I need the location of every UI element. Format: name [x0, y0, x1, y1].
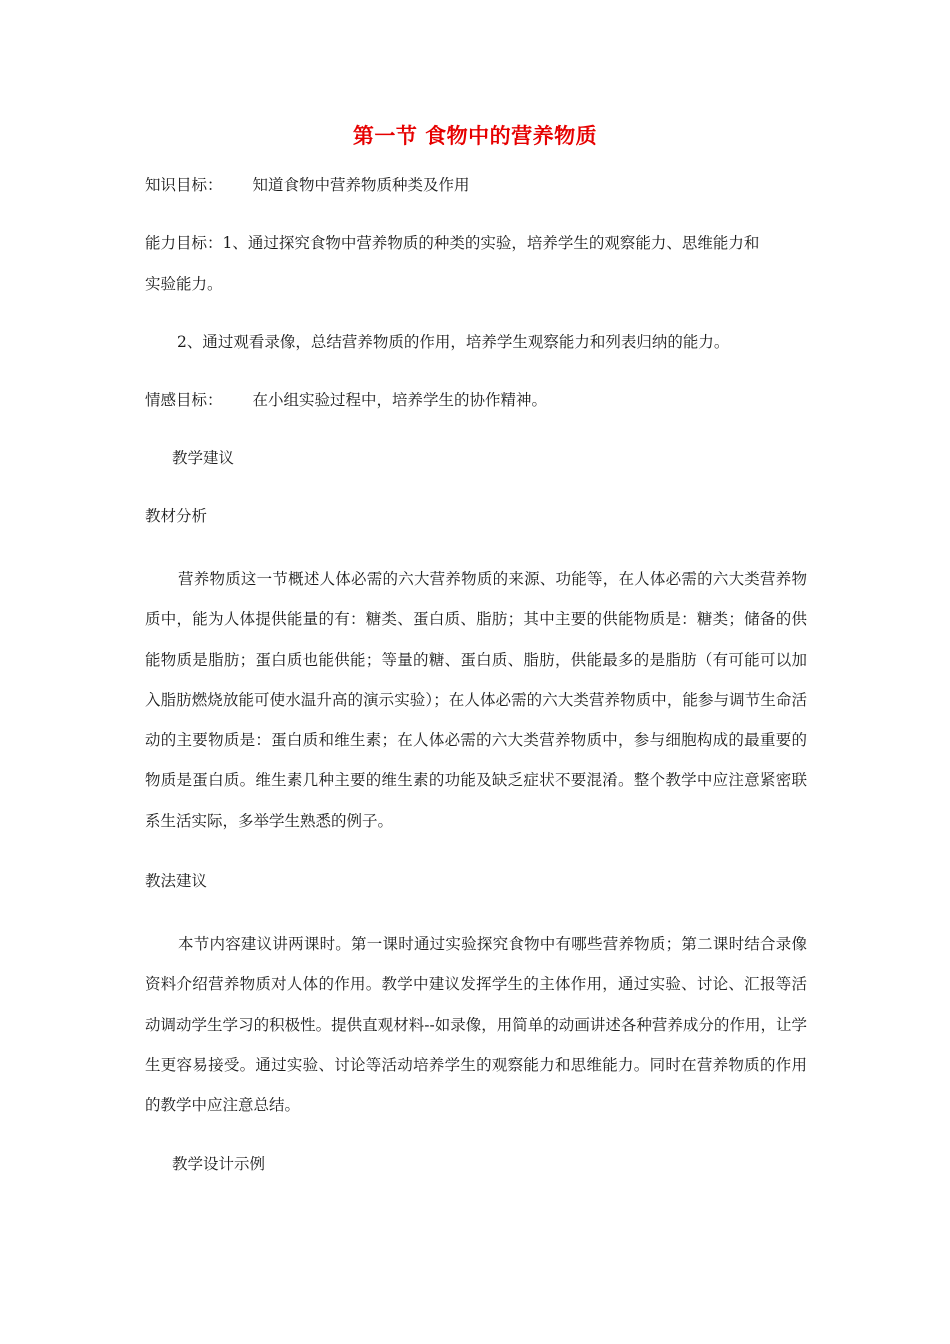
ability-goal-line-2: 实验能力。 — [145, 275, 223, 293]
material-analysis-heading: 教材分析 — [145, 507, 208, 525]
method-suggestion-paragraph: 本节内容建议讲两课时。第一课时通过实验探究食物中有哪些营养物质；第二课时结合录像资料介绍营养物质对人体的作用。教学中建议发挥学生的主体作用，通过实验、讨论、汇报等活动调动学生学习的积极性。提供直观材料--如录像，用简单的动画讲述各种营养成分的作用，让学生更容易接受。通过实验、讨论等活动培养学生的观察能力和思维能力。同时在营养物质的作用的教学中应注意总结。 — [145, 935, 807, 1115]
teaching-suggestion-heading: 教学建议 — [172, 449, 235, 467]
emotion-goal-text: 在小组实验过程中，培养学生的协作精神。 — [252, 391, 548, 409]
design-example-heading: 教学设计示例 — [172, 1155, 266, 1173]
knowledge-goal-line — [145, 173, 470, 197]
knowledge-goal-text: 知道食物中营养物质种类及作用 — [252, 176, 470, 194]
material-analysis-paragraph: 营养物质这一节概述人体必需的六大营养物质的来源、功能等，在人体必需的六大类营养物质中，能为人体提供能量的有：糖类、蛋白质、脂肪；其中主要的供能物质是：糖类；储备的供能物质是脂肪；蛋白质也能供能；等量的糖、蛋白质、脂肪，供能最多的是脂肪（有可能可以加入脂肪燃烧放能可使水温升高的演示实验）；在人体必需的六大类营养物质中，能参与调节生命活动的主要物质是：蛋白质和维生素；在人体必需的六大类营养物质中，参与细胞构成的最重要的物质是蛋白质。维生素几种主要的维生素的功能及缺乏症状不要混淆。整个教学中应注意紧密联系生活实际，多举学生熟悉的例子。 — [145, 570, 807, 830]
page-title: 第一节 食物中的营养物质 — [352, 124, 598, 148]
ability-goal-line-1: 能力目标：1、通过探究食物中营养物质的种类的实验，培养学生的观察能力、思维能力和 — [145, 234, 760, 252]
knowledge-goal-label: 知识目标： — [145, 176, 223, 194]
emotion-goal-label: 情感目标： — [145, 391, 223, 409]
method-suggestion-heading: 教法建议 — [145, 872, 208, 890]
emotion-goal-line — [145, 388, 547, 412]
ability-goal-item-2: 2、通过观看录像，总结营养物质的作用，培养学生观察能力和列表归纳的能力。 — [177, 333, 730, 351]
